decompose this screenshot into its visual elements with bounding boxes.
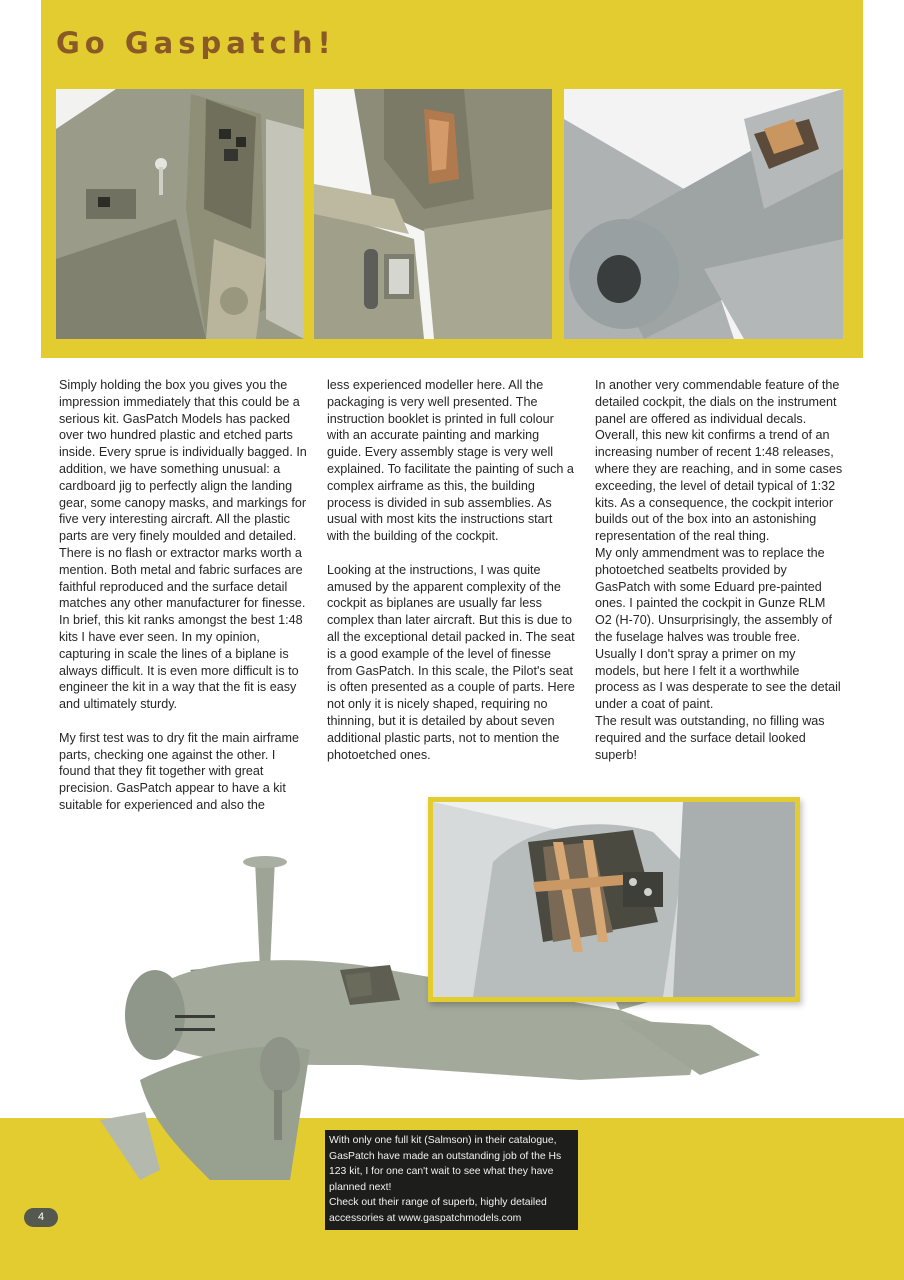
paragraph: Looking at the instructions, I was quite amused by the apparent complexity of the cockpit as biplanes are usually far less complex than later aircraft. But this is due to all the exceptional detail packed in. The seat is a good example of the level of finesse from GasPatch. In this scale, the Pilot's seat is often presented as a couple of parts. Here not only it is nicely shaped, requiring no thinning, but it is detailed by about seven additional plastic parts, not to mention the photoetched ones. [327,562,575,762]
fuselage-cockpit-photo [564,89,843,339]
caption-text: Check out their range of superb, highly detailed accessories at www.gaspatchmodels.com [329,1197,547,1224]
paragraph: Overall, this new kit confirms a trend of an increasing number of recent 1:48 releases, where they are reaching, and in some cases exceeding, the level of detail typical of 1:32 kits. As a consequence, the cockpit interior builds out of the box into an astonishing representation of the real thing. [595,428,843,544]
fuselage-halves-photo [314,89,552,339]
text-column-2 [327,377,575,763]
cockpit-seatbelts-closeup [428,797,800,1002]
paragraph: Simply holding the box you gives you the impression immediately that this could be a serious kit. GasPatch Models has packed over two hundred plastic and etched parts inside. Every sprue is individually bagged. In addition, we have something unusual: a cardboard jig to perfectly align the landing gear, some canopy masks, and markings for five very interesting aircraft. All the plastic parts are very finely moulded and detailed. There is no flash or extractor marks worth a mention. Both metal and fabric surfaces are faithful reproduced and the surface detail matches any other manufacturer for finesse. In brief, this kit ranks amongst the best 1:48 kits I have ever seen. In my opinion, capturing in scale the lines of a biplane is always difficult. It is even more difficult is to engineer the kit in a way that the fit is easy and ultimately sturdy. [59,378,307,712]
paragraph: In another very commendable feature of the detailed cockpit, the dials on the instrument panel are offered as individual decals. [595,378,840,426]
page-number: 4 [24,1208,58,1227]
page-title: Go Gaspatch! [56,26,336,60]
text-column-3 [595,377,843,763]
paragraph: My only ammendment was to replace the photoetched seatbelts provided by GasPatch with some Eduard pre-painted ones. I painted the cockpit in Gunze RLM O2 (H-70). Unsurprisingly, the assembly of the fuselage halves was trouble free. Usually I don't spray a primer on my models, but here I felt it a worthwhile process as I was desperate to see the detail under a coat of paint. [595,545,841,712]
paragraph: less experienced modeller here. All the packaging is very well presented. The instruction booklet is printed in full colour with an accurate painting and marking guide. Every assembly stage is very well explained. To facilitate the painting of such a complex airframe as this, the building process is divided in sub assemblies. As usual with most kits the instructions start with the building of the cockpit. [327,378,574,544]
paragraph: My first test was to dry fit the main airframe parts, checking one against the other. I found that they fit together with great precision. GasPatch appear to have a kit suitable for experienced and also the [59,730,300,812]
caption-text: With only one full kit (Salmson) in their catalogue, GasPatch have made an outstanding job of the Hs 123 kit, I for one can't wait to see what they have planned next! [329,1135,562,1193]
paragraph: The result was outstanding, no filling was required and the surface detail looked superb! [595,713,825,762]
photo-caption [325,1130,578,1230]
cockpit-interior-photo [56,89,304,339]
text-column-1 [59,377,307,814]
